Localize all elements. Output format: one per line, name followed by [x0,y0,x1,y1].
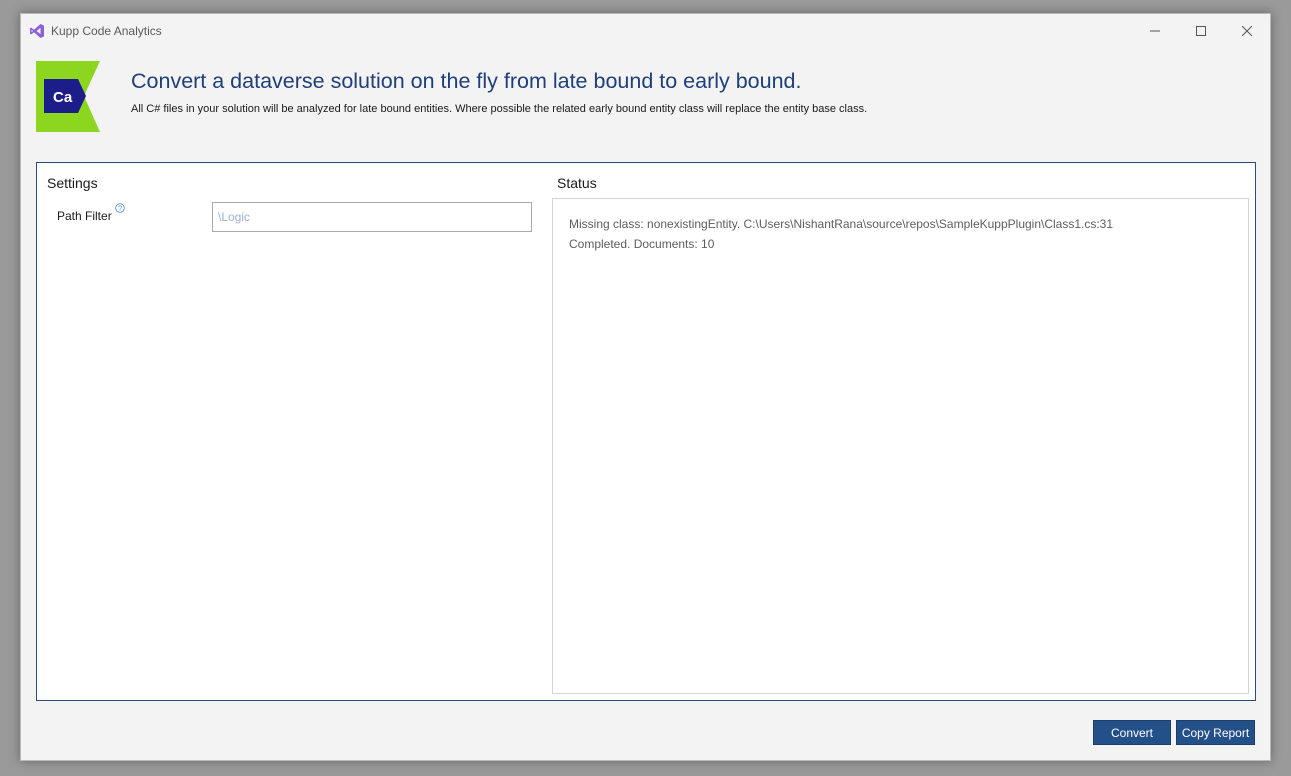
close-icon [1242,26,1252,36]
path-filter-input[interactable] [212,202,532,232]
minimize-button[interactable] [1132,14,1178,48]
main-panel [36,162,1256,701]
settings-heading: Settings [47,175,98,191]
copy-report-button[interactable]: Copy Report [1176,720,1255,745]
minimize-icon [1150,26,1160,36]
logo-text: Ca [53,89,73,106]
status-log[interactable] [552,198,1249,694]
status-line-missing-class: Missing class: nonexistingEntity. C:\Users\NishantRana\source\repos\SampleKuppPlugin\Class1.cs:31 [569,217,1114,231]
path-filter-label: Path Filter [57,209,112,223]
window-title: Kupp Code Analytics [51,24,162,38]
close-button[interactable] [1224,14,1270,48]
status-line-completed: Completed. Documents: 10 [569,237,715,251]
convert-button[interactable]: Convert [1093,720,1171,745]
maximize-button[interactable] [1178,14,1224,48]
status-heading: Status [557,175,597,191]
visual-studio-icon [29,23,45,39]
app-window [20,13,1271,761]
title-bar [21,14,1270,48]
maximize-icon [1196,26,1206,36]
code-analytics-logo [36,61,102,132]
svg-text:?: ? [118,205,123,213]
page-description: All C# files in your solution will be analyzed for late bound entities. Where possible the related early bound entity class will replace the entity base class. [131,103,868,115]
help-icon[interactable] [115,203,125,213]
page-title: Convert a dataverse solution on the fly from late bound to early bound. [131,69,802,93]
